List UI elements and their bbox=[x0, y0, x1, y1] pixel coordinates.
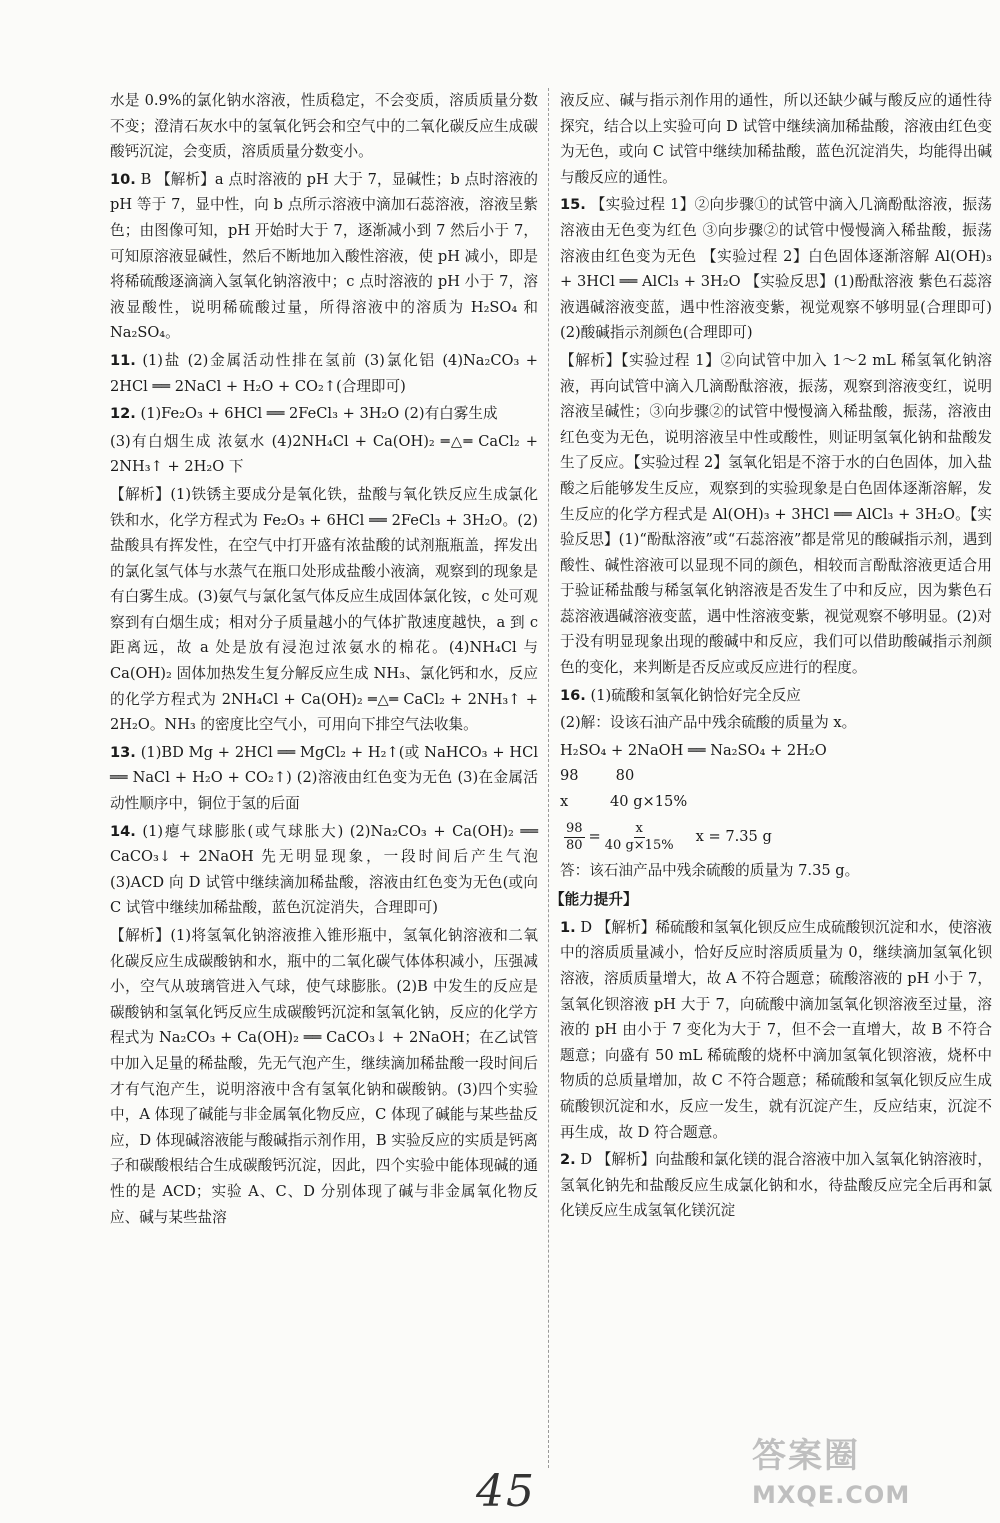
equation-line: H₂SO₄ + 2NaOH ══ Na₂SO₄ + 2H₂O bbox=[560, 741, 827, 759]
question-number: 13. bbox=[110, 743, 136, 761]
fraction-left bbox=[564, 821, 585, 854]
left-column bbox=[110, 88, 538, 1232]
answer-text: D 【解析】向盐酸和氯化镁的混合溶液中加入氢氧化钠溶液时，氢氧化钠先和盐酸反应生成氯化钠和水，待盐酸反应完全后再和氯化镁反应生成氢氧化镁沉淀 bbox=[560, 1151, 992, 1220]
right-column bbox=[550, 88, 992, 1226]
answer-text: (1)Fe₂O₃ + 6HCl ══ 2FeCl₃ + 3H₂O (2)有白雾生成 bbox=[140, 405, 498, 423]
answer-15-analysis: 【解析】【实验过程 1】②向试管中加入 1～2 mL 稀氢氧化钠溶液，再向试管中滴入几滴酚酞溶液，振荡，观察到溶液变红，说明溶液呈碱性；③向步骤②的试管中慢慢滴入稀盐酸，振荡，溶液由红色变为无色，说明溶液呈中性或酸性，则证明氢氧化钠和盐酸发生了反应。【实验过程 2】氢氧化铝是不溶于水的白色固体，加入盐酸之后能够发生反应，观察到的实验现象是白色固体逐渐溶解，发生反应的化学方程式是 Al(OH)₃ + 3HCl ══ AlCl₃ + 3H₂O。【实验反思】(1)“酚酞溶液”或“石蕊溶液”都是常见的酸碱指示剂，遇到酸性、碱性溶液可以显现不同的颜色，相较而言酚酞溶液更适合用于验证稀盐酸与稀氢氧化钠溶液是否发生了中和反应，因为紫色石蕊溶液遇碱溶液变蓝，遇中性溶液变紫，视觉观察不够明显。(2)对于没有明显现象出现的酸碱中和反应，我们可以借助酸碱指示剂颜色的变化，来判断是否反应或反应进行的程度。 bbox=[560, 351, 992, 677]
watermark bbox=[752, 1428, 992, 1518]
page-number: 45 bbox=[476, 1466, 536, 1517]
question-number: 16. bbox=[560, 686, 586, 704]
answer-text: (1)硫酸和氢氧化钠恰好完全反应 bbox=[590, 686, 801, 704]
continued-answer: 液反应、碱与指示剂作用的通性，所以还缺少碱与酸反应的通性待探究，结合以上实验可向 D 试管中继续滴加稀盐酸，溶液由红色变为无色，或向 C 试管中继续加稀盐酸，蓝色沉淀消失，均能得出碱与酸反应的通性。 bbox=[560, 92, 992, 186]
numerator: 98 bbox=[566, 820, 583, 836]
question-number: 15. bbox=[560, 196, 586, 214]
answer-16-conclusion: 答：该石油产品中残余硫酸的质量为 7.35 g。 bbox=[560, 861, 860, 879]
answer-16-setup: (2)解：设该石油产品中残余硫酸的质量为 x。 bbox=[560, 714, 857, 732]
answer-12-analysis: 【解析】(1)铁锈主要成分是氧化铁，盐酸与氧化铁反应生成氯化铁和水，化学方程式为 Fe₂O₃ + 6HCl ══ 2FeCl₃ + 3H₂O。(2)盐酸具有挥发性，在空气中打开盛有浓盐酸的试剂瓶瓶盖，挥发出的氯化氢气体与水蒸气在瓶口处形成盐酸小液滴，观察到的现象是有白雾生成。(3)氨气与氯化氢气体反应生成固体氯化铵，c 处可观察到有白烟生成；相对分子质量越小的气体扩散速度越快，a 到 c 距离远，故 a 处是放有浸泡过浓氨水的棉花。(4)NH₄Cl 与 Ca(OH)₂ 固体加热发生复分解反应生成 NH₃、氯化钙和水，反应的化学方程式为 2NH₄Cl + Ca(OH)₂ ═△═ CaCl₂ + 2NH₃↑ + 2H₂O。NH₃ 的密度比空气小，可用向下排空气法收集。 bbox=[110, 485, 538, 734]
advanced-answer-2 bbox=[560, 1147, 992, 1224]
answer-text: 【实验过程 1】②向步骤①的试管中滴入几滴酚酞溶液，振荡 溶液由无色变为红色 ③向步骤②的试管中慢慢滴入稀盐酸，振荡 溶液由红色变为无色 【实验过程 2】白色固体逐渐溶解 Al(OH)₃ + 3HCl ══ AlCl₃ + 3H₂O 【实验反思】(1)酚酞溶液 紫色石蕊溶液遇碱溶液变蓝，遇中性溶液变紫，视觉观察不够明显(合理即可) (2)酸碱指示剂颜色(合理即可) bbox=[560, 196, 992, 342]
column-divider bbox=[548, 88, 549, 1468]
answer-text: B 【解析】a 点时溶液的 pH 大于 7，显碱性；b 点时溶液的 pH 等于 7，显中性，向 b 点所示溶液中滴加石蕊溶液，溶液呈紫色；由图像可知，pH 开始时大于 7，逐渐减小到 7 然后小于 7，可知原溶液显碱性，然后不断地加入酸性溶液，使 pH 减小，即是将稀硫酸逐滴滴入氢氧化钠溶液中；c 点时溶液的 pH 小于 7，溶液显酸性，说明稀硫酸过量，所得溶液中的溶质为 H₂SO₄ 和 Na₂SO₄。 bbox=[110, 170, 538, 342]
answer-10 bbox=[110, 167, 538, 346]
result: x = 7.35 g bbox=[695, 828, 772, 846]
section-heading: 【能力提升】 bbox=[550, 891, 638, 909]
answer-11 bbox=[110, 348, 538, 399]
answer-14-analysis: 【解析】(1)将氢氧化钠溶液推入锥形瓶中，氢氧化钠溶液和二氧化碳反应生成碳酸钠和水，瓶中的二氧化碳气体体积减小，压强减小，空气从玻璃管进入气球，使气球膨胀。(2)B 中发生的反应是碳酸钠和氢氧化钙反应生成碳酸钙沉淀和氢氧化钠，反应的化学方程式为 Na₂CO₃ + Ca(OH)₂ ══ CaCO₃↓ + 2NaOH；在乙试管中加入足量的稀盐酸，先无气泡产生，继续滴加稀盐酸一段时间后才有气泡产生，说明溶液中含有氢氧化钠和碳酸钠。(3)四个实验中，A 体现了碱能与非金属氧化物反应，C 体现了碱能与某些盐反应，D 体现碱溶液能与酸碱指示剂作用，B 实验反应的实质是钙离子和碳酸根结合生成碳酸钙沉淀，因此，四个实验中能体现碱的通性的是 ACD；实验 A、C、D 分别体现了碱与非金属氧化物反应、碱与某些盐溶 bbox=[110, 927, 538, 1226]
answer-12 bbox=[110, 401, 538, 427]
answer-13 bbox=[110, 740, 538, 817]
question-number: 2. bbox=[560, 1151, 576, 1169]
answer-text: (1)瘪气球膨胀(或气球胀大) (2)Na₂CO₃ + Ca(OH)₂ ══ CaCO₃↓ + 2NaOH 先无明显现象，一段时间后产生气泡 (3)ACD 向 D 试管中继续滴加稀盐酸，溶液由红色变为无色(或向 C 试管中继续加稀盐酸，蓝色沉淀消失，合理即可) bbox=[110, 822, 538, 917]
answer-15 bbox=[560, 192, 992, 346]
equals-sign: = bbox=[588, 828, 601, 846]
watermark-line-1: 答案圈 bbox=[752, 1436, 860, 1476]
fraction-right bbox=[605, 821, 674, 854]
question-number: 11. bbox=[110, 351, 136, 369]
continued-answer: 水是 0.9%的氯化钠水溶液，性质稳定，不会变质，溶质质量分数不变；澄清石灰水中的氢氧化钙会和空气中的二氧化碳反应生成碳酸钙沉淀，会变质，溶质质量分数变小。 bbox=[110, 92, 538, 161]
numerator: x bbox=[635, 820, 643, 836]
question-number: 10. bbox=[110, 170, 136, 188]
equation-ratio-line: 98 80 bbox=[560, 767, 635, 785]
answer-text: (1)BD Mg + 2HCl ══ MgCl₂ + H₂↑(或 NaHCO₃ + HCl ══ NaCl + H₂O + CO₂↑) (2)溶液由红色变为无色 (3)在金属活动性顺序中，铜位于氢的后面 bbox=[110, 743, 538, 813]
watermark-line-2: MXQE.COM bbox=[752, 1481, 911, 1509]
answer-14 bbox=[110, 819, 538, 921]
answer-12-part2: (3)有白烟生成 浓氨水 (4)2NH₄Cl + Ca(OH)₂ ═△═ CaCl₂ + 2NH₃↑ + 2H₂O 下 bbox=[110, 432, 538, 476]
proportion bbox=[560, 821, 772, 854]
question-number: 1. bbox=[560, 918, 576, 936]
question-number: 14. bbox=[110, 822, 136, 840]
answer-16 bbox=[560, 683, 992, 709]
denominator: 40 g×15% bbox=[604, 837, 674, 853]
answer-text: D 【解析】稀硫酸和氢氧化钡反应生成硫酸钡沉淀和水，使溶液中的溶质质量减小，恰好反应时溶质质量为 0，继续滴加氢氧化钡溶液，溶质质量增大，故 A 不符合题意；硫酸溶液的 pH 小于 7，氢氧化钡溶液 pH 大于 7，向硫酸中滴加氢氧化钡溶液至过量，溶液的 pH 由小于 7 变化为大于 7，但不会一直增大，故 B 不符合题意；向盛有 50 mL 稀硫酸的烧杯中滴加氢氧化钡溶液，烧杯中物质的总质量增加，故 C 不符合题意；稀硫酸和氢氧化钡反应生成硫酸钡沉淀和水，反应一发生，就有沉淀产生，反应结束，沉淀不再生成，故 D 符合题意。 bbox=[560, 918, 992, 1141]
advanced-answer-1 bbox=[560, 915, 992, 1145]
equation-mass-line: x 40 g×15% bbox=[560, 793, 688, 811]
question-number: 12. bbox=[110, 405, 136, 423]
denominator: 80 bbox=[566, 837, 583, 853]
answer-text: (1)盐 (2)金属活动性排在氢前 (3)氯化铝 (4)Na₂CO₃ + 2HCl ══ 2NaCl + H₂O + CO₂↑(合理即可) bbox=[110, 351, 538, 395]
